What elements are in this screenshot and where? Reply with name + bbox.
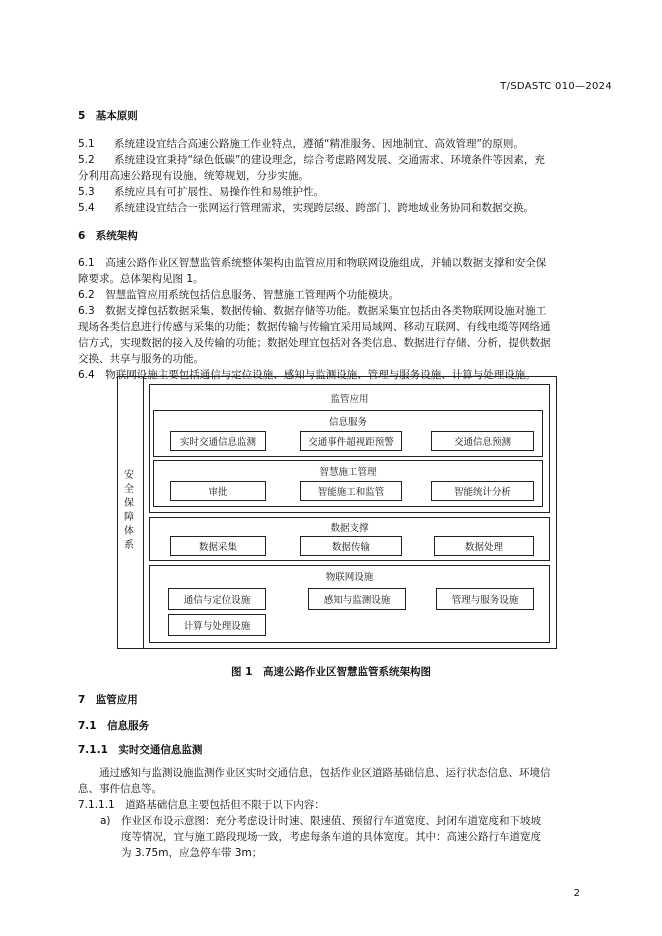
clause-text: 系统建设宜结合一张网运行管理需求，实现跨层级、跨部门、跨地域业务协同和数据交换。	[114, 202, 534, 214]
supervision-app-title: 监管应用	[330, 394, 369, 405]
list-item-a: a) 作业区布设示意图：充分考虑设计时速、限速值、预留行车道宽度、封闭车道宽度和下坡坡	[100, 815, 542, 827]
clause-number: 5.3	[78, 186, 95, 198]
iot-facility-title: 物联网设施	[325, 572, 374, 583]
section-7-title: 7 监管应用	[78, 694, 138, 706]
info-service-title: 信息服务	[328, 417, 367, 428]
para-line: 通过感知与监测设施监测作业区实时交通信息，包括作业区道路基础信息、运行状态信息、环境信	[78, 767, 551, 779]
list-item-a-cont: 为 3.75m，应急停车带 3m；	[100, 847, 263, 859]
para-line: 6.3 数据支撑包括数据采集、数据传输、数据存储等功能。数据采集宜包括由各类物联网设施对施工	[78, 305, 547, 317]
clause-5-2	[78, 152, 545, 168]
para-line: 6.4 物联网设施主要包括通信与定位设施、感知与监测设施、管理与服务设施、计算与处理设施。	[78, 369, 536, 381]
para-line: 信方式，实现数据的接入及传输的功能；数据处理宜包括对各类信息、数据进行存储、分析，提供数据	[78, 337, 551, 349]
clause-number: 5.1	[78, 138, 95, 150]
info-item: 交通信息预测	[431, 431, 534, 451]
security-system-label: 安 全 保 障 体 系	[124, 470, 134, 551]
clause-number: 5.2	[78, 154, 95, 166]
clause-number: 5.4	[78, 202, 95, 214]
smart-item: 审批	[170, 481, 266, 501]
clause-text: 系统建设宜结合高速公路施工作业特点，遵循“精准服务、因地制宜、高效管理”的原则。	[114, 138, 524, 150]
clause-5-2-cont: 分利用高速公路现有设施，统筹规划，分步实施。	[78, 170, 309, 182]
para-line: 障要求。总体架构见图 1。	[78, 273, 204, 285]
document-code: T/SDASTC 010—2024	[500, 81, 612, 92]
info-item: 交通事件超视距预警	[300, 431, 402, 451]
para-line: 现场各类信息进行传感与采集的功能；数据传输与传输宜采用局域网、移动互联网、有线电缆等网络通	[78, 321, 551, 333]
page-number: 2	[573, 888, 580, 899]
para-line: 6.1 高速公路作业区智慧监管系统整体架构由监管应用和物联网设施组成，并辅以数据支撑和安全保	[78, 257, 547, 269]
smart-item: 智能施工和监管	[300, 481, 402, 501]
data-item: 数据处理	[434, 536, 534, 556]
para-line: 交换、共享与服务的功能。	[78, 353, 204, 365]
security-system-column	[117, 376, 144, 649]
clause-7-1-1-1: 7.1.1.1 道路基础信息主要包括但不限于以下内容：	[78, 799, 325, 811]
section-6-title: 6 系统架构	[78, 230, 138, 242]
section-7-1-1-title: 7.1.1 实时交通信息监测	[78, 744, 203, 756]
para-line: 息、事件信息等。	[78, 783, 162, 795]
list-item-a-cont: 度等情况，宜与施工路段现场一致，考虑每条车道的具体宽度。其中：高速公路行车道宽度	[100, 831, 541, 843]
smart-item: 智能统计分析	[431, 481, 534, 501]
data-support-title: 数据支撑	[330, 523, 369, 534]
iot-item: 计算与处理设施	[168, 614, 266, 636]
clause-text: 系统建设宜秉持“绿色低碳”的建设理念，综合考虑路网发展、交通需求、环境条件等因素，充	[114, 154, 545, 166]
iot-item: 感知与监测设施	[308, 588, 406, 610]
clause-5-1	[78, 136, 524, 152]
section-7-1-title: 7.1 信息服务	[78, 720, 150, 732]
smart-construction-title: 智慧施工管理	[319, 467, 377, 478]
section-5-title: 5 基本原则	[78, 110, 138, 122]
iot-item: 管理与服务设施	[436, 588, 534, 610]
clause-5-4	[78, 200, 534, 216]
data-item: 数据采集	[170, 536, 266, 556]
figure-caption: 图 1 高速公路作业区智慧监管系统架构图	[231, 666, 431, 678]
iot-item: 通信与定位设施	[168, 588, 266, 610]
info-item: 实时交通信息监测	[170, 431, 266, 451]
data-item: 数据传输	[300, 536, 402, 556]
clause-text: 系统应具有可扩展性、易操作性和易维护性。	[114, 186, 324, 198]
clause-5-3	[78, 184, 324, 200]
para-line: 6.2 智慧监管应用系统包括信息服务、智慧施工管理两个功能模块。	[78, 289, 400, 301]
